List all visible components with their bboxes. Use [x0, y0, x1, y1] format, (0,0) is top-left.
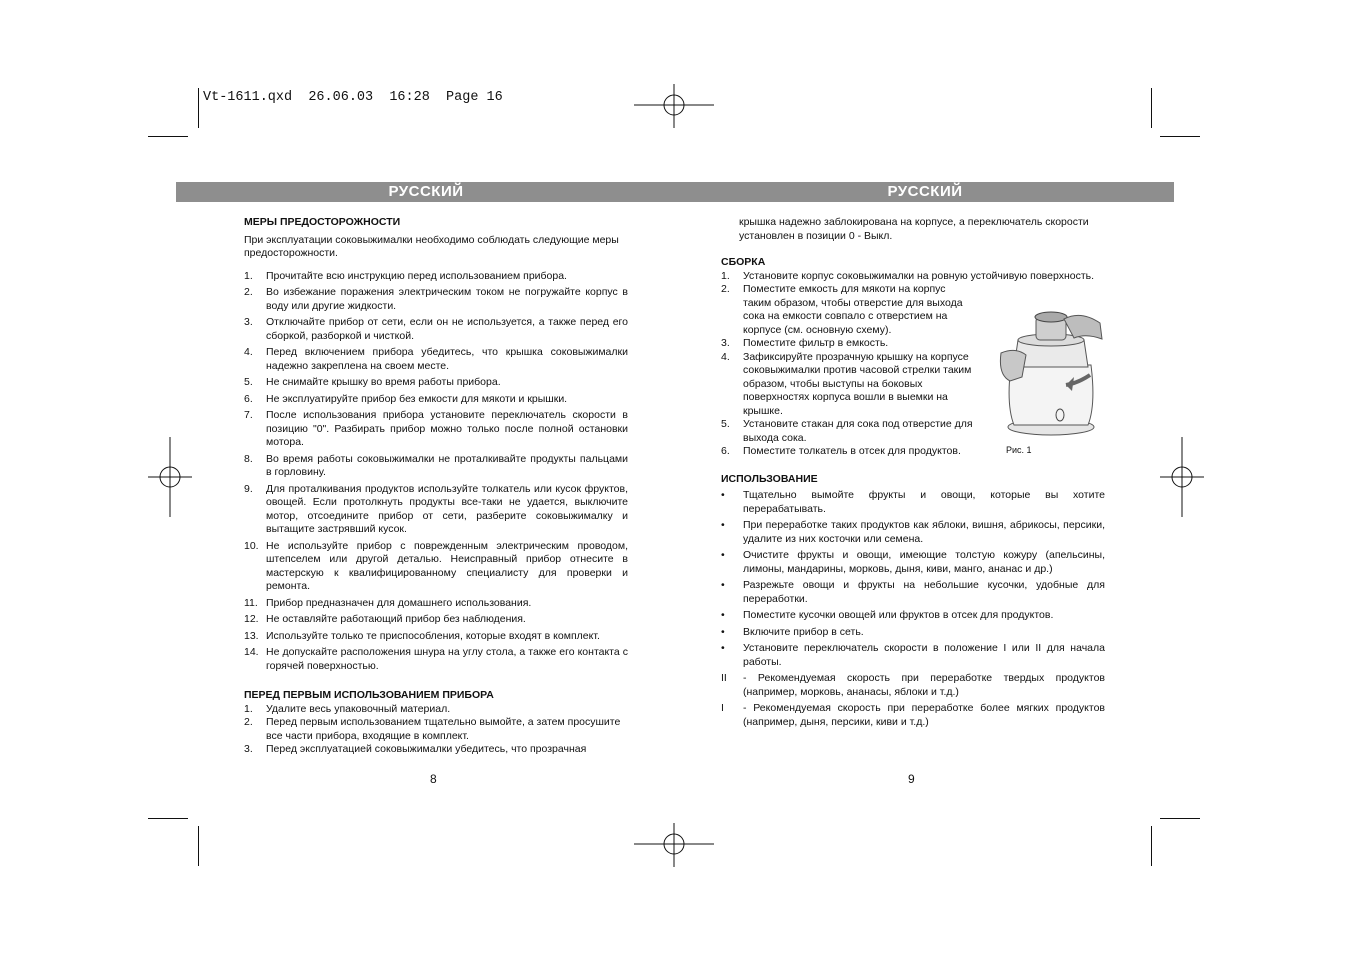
- list-item: [244, 703, 628, 717]
- list-item: [244, 540, 628, 594]
- list-item-text: После использования прибора установите переключатель скорости в позицию "0". Разбирать прибор можно только после полной остановки мотора.: [266, 409, 628, 448]
- list-item-text: Перед включением прибора убедитесь, что крышка соковыжималки надежно закреплена на своем месте.: [266, 346, 628, 372]
- list-item-text: Отключайте прибор от сети, если он не используется, а также перед его сборкой, разборкой и чисткой.: [266, 316, 628, 342]
- list-item: [244, 376, 628, 390]
- list-number: 12.: [244, 613, 259, 625]
- list-item-text: При переработке таких продуктов как яблоки, вишня, абрикосы, персики, удалите из них косточки или семена.: [743, 519, 1105, 545]
- right-page-content: [721, 216, 1105, 729]
- list-item-text: Не оставляйте работающий прибор без наблюдения.: [266, 613, 526, 625]
- list-item-text: Зафиксируйте прозрачную крышку на корпусе соковыжималки против часовой стрелки таким образом, чтобы выступы на боковых поверхностях корпуса вошли в выемки на крышке.: [743, 350, 972, 417]
- continuation-text: крышка надежно заблокирована на корпусе, а переключатель скорости установлен в позиции 0 - Выкл.: [739, 216, 1089, 242]
- crop-mark: [198, 88, 199, 128]
- list-item-text: Не используйте прибор с поврежденным электрическим проводом, штепселем или другой деталью. Неисправный прибор отнесите в мастерскую к квалифицированному специалисту для проверки и ремонта.: [266, 539, 628, 592]
- list-number: 10.: [244, 539, 259, 552]
- list-item: [244, 597, 628, 611]
- list-item-text: Не допускайте расположения шнура на углу стола, а также его контакта с горячей поверхностью.: [266, 646, 628, 672]
- list-item-text: Тщательно вымойте фрукты и овощи, которые вы хотите перерабатывать.: [743, 489, 1105, 515]
- list-item: [244, 716, 628, 743]
- list-number: 4.: [244, 346, 253, 358]
- print-slug: Vt-1611.qxd 26.06.03 16:28 Page 16: [203, 90, 503, 105]
- list-bullet: •: [721, 519, 725, 531]
- list-number: 1.: [721, 269, 730, 282]
- list-item-text: Поместите емкость для мякоти на корпус таким образом, чтобы отверстие для выхода сока на емкости совпало с отверстием на корпусе (см. основную схему).: [743, 283, 963, 336]
- usage-list: [721, 489, 1105, 729]
- list-item: [721, 609, 1105, 623]
- crop-mark: [148, 136, 188, 137]
- list-bullet: •: [721, 625, 725, 638]
- list-bullet: II: [721, 672, 727, 684]
- list-item-text: Во избежание поражения электрическим током не погружайте корпус в воду или другие жидкости.: [266, 286, 628, 312]
- list-item: [721, 549, 1105, 576]
- list-item: [244, 286, 628, 313]
- list-item-text: Для проталкивания продуктов используйте толкатель или кусок фруктов, овощей. Если протолкнуть продукты все-таки не удается, выключите мотор, отсоедините прибор от сети, разберите соковыжималку и вытащите застрявший кусок.: [266, 482, 628, 535]
- list-number: 3.: [244, 743, 253, 755]
- list-item-text: Установите переключатель скорости в положение I или II для начала работы.: [743, 642, 1105, 668]
- list-item: [721, 702, 1105, 729]
- first-use-list: [244, 703, 628, 757]
- list-number: 14.: [244, 646, 259, 658]
- list-item-text: Не эксплуатируйте прибор без емкости для мякоти и крышки.: [266, 392, 568, 405]
- page-number-left: 8: [430, 772, 437, 786]
- precautions-intro: При эксплуатации соковыжималки необходимо соблюдать следующие меры предосторожности.: [244, 233, 619, 259]
- registration-mark-icon: [634, 84, 714, 134]
- list-number: 3.: [244, 316, 253, 328]
- list-item-text: Включите прибор в сеть.: [743, 625, 864, 638]
- list-bullet: •: [721, 642, 725, 654]
- list-bullet: I: [721, 702, 724, 714]
- first-use-heading: ПЕРЕД ПЕРВЫМ ИСПОЛЬЗОВАНИЕМ ПРИБОРА: [244, 689, 494, 701]
- list-number: 13.: [244, 629, 259, 642]
- crop-mark: [1160, 136, 1200, 137]
- registration-mark-icon: [148, 437, 192, 517]
- crop-mark: [198, 826, 199, 866]
- list-number: 4.: [721, 350, 730, 363]
- list-item: [244, 453, 628, 480]
- list-item: [721, 579, 1105, 606]
- list-bullet: •: [721, 609, 725, 621]
- list-item-text: Очистите фрукты и овощи, имеющие толстую кожуру (апельсины, лимоны, мандарины, морковь, дыня, киви, манго, ананас и др.): [743, 549, 1105, 575]
- list-number: 6.: [721, 445, 730, 457]
- list-number: 1.: [244, 702, 253, 715]
- list-item: [244, 316, 628, 343]
- list-number: 9.: [244, 482, 253, 495]
- list-item-text: Поместите фильтр в емкость.: [743, 337, 889, 349]
- list-item: [244, 409, 628, 450]
- juicer-illustration-icon: [996, 305, 1106, 440]
- list-item: [244, 646, 628, 673]
- list-item: [721, 642, 1105, 669]
- list-item-text: Поместите кусочки овощей или фруктов в отсек для продуктов.: [743, 609, 1054, 621]
- language-header-right: РУССКИЙ: [676, 182, 1174, 202]
- list-number: 5.: [244, 376, 253, 388]
- page-number-right: 9: [908, 772, 915, 786]
- list-item: [244, 346, 628, 373]
- list-item: [244, 483, 628, 537]
- crop-mark: [1151, 826, 1152, 866]
- list-bullet: •: [721, 549, 725, 561]
- list-item-text: Установите корпус соковыжималки на ровную устойчивую поверхность.: [743, 269, 1095, 282]
- list-number: 8.: [244, 452, 253, 465]
- list-number: 7.: [244, 409, 253, 421]
- list-item: [244, 613, 628, 627]
- list-item: [721, 445, 1105, 459]
- list-item: [721, 489, 1105, 516]
- figure-caption: Рис. 1: [1006, 445, 1032, 455]
- list-item: [244, 393, 628, 407]
- list-item: [244, 630, 628, 644]
- precautions-list: [244, 270, 628, 674]
- list-item-text: Используйте только те приспособления, которые входят в комплект.: [266, 629, 600, 642]
- registration-mark-icon: [1160, 437, 1204, 517]
- list-item: [721, 519, 1105, 546]
- list-number: 11.: [244, 596, 258, 609]
- list-item-text: - Рекомендуемая скорость при переработке твердых продуктов (например, морковь, ананасы, яблоки и т.д.): [743, 672, 1105, 698]
- crop-mark: [1160, 818, 1200, 819]
- list-number: 2.: [721, 283, 730, 295]
- list-item: [244, 270, 628, 284]
- list-bullet: •: [721, 579, 725, 591]
- list-item-text: Прочитайте всю инструкцию перед использованием прибора.: [266, 269, 567, 282]
- list-number: 2.: [244, 286, 253, 298]
- list-number: 3.: [721, 337, 730, 349]
- list-number: 2.: [244, 716, 253, 728]
- list-item-text: Поместите толкатель в отсек для продуктов.: [743, 445, 961, 457]
- left-page-content: [244, 216, 628, 757]
- list-number: 1.: [244, 269, 253, 282]
- list-item-text: Перед эксплуатацией соковыжималки убедитесь, что прозрачная: [266, 743, 587, 755]
- list-item: [244, 743, 628, 757]
- list-item-text: Во время работы соковыжималки не проталкивайте продукты пальцами в горловину.: [266, 452, 628, 478]
- usage-heading: ИСПОЛЬЗОВАНИЕ: [721, 472, 818, 485]
- list-item-text: Установите стакан для сока под отверстие для выхода сока.: [743, 418, 973, 444]
- language-header-left: РУССКИЙ: [176, 182, 676, 202]
- list-item-text: Разрежьте овощи и фрукты на небольшие кусочки, удобные для переработки.: [743, 579, 1105, 605]
- registration-mark-icon: [634, 823, 714, 873]
- assembly-heading: СБОРКА: [721, 256, 766, 268]
- list-item-text: Не снимайте крышку во время работы прибора.: [266, 376, 501, 388]
- crop-mark: [1151, 88, 1152, 128]
- list-item-text: - Рекомендуемая скорость при переработке более мягких продуктов (например, дыня, персики, киви и т.д.): [743, 702, 1105, 728]
- precautions-heading: МЕРЫ ПРЕДОСТОРОЖНОСТИ: [244, 216, 401, 228]
- crop-mark: [148, 818, 188, 819]
- list-item: [721, 672, 1105, 699]
- list-item: [721, 270, 1105, 284]
- list-item-text: Перед первым использованием тщательно вымойте, а затем просушите все части прибора, входящие в комплект.: [266, 716, 621, 742]
- list-item-text: Прибор предназначен для домашнего использования.: [266, 596, 532, 609]
- list-number: 6.: [244, 392, 253, 405]
- list-number: 5.: [721, 418, 730, 430]
- list-item-text: Удалите весь упаковочный материал.: [266, 702, 451, 715]
- list-bullet: •: [721, 489, 725, 501]
- list-item: [721, 626, 1105, 640]
